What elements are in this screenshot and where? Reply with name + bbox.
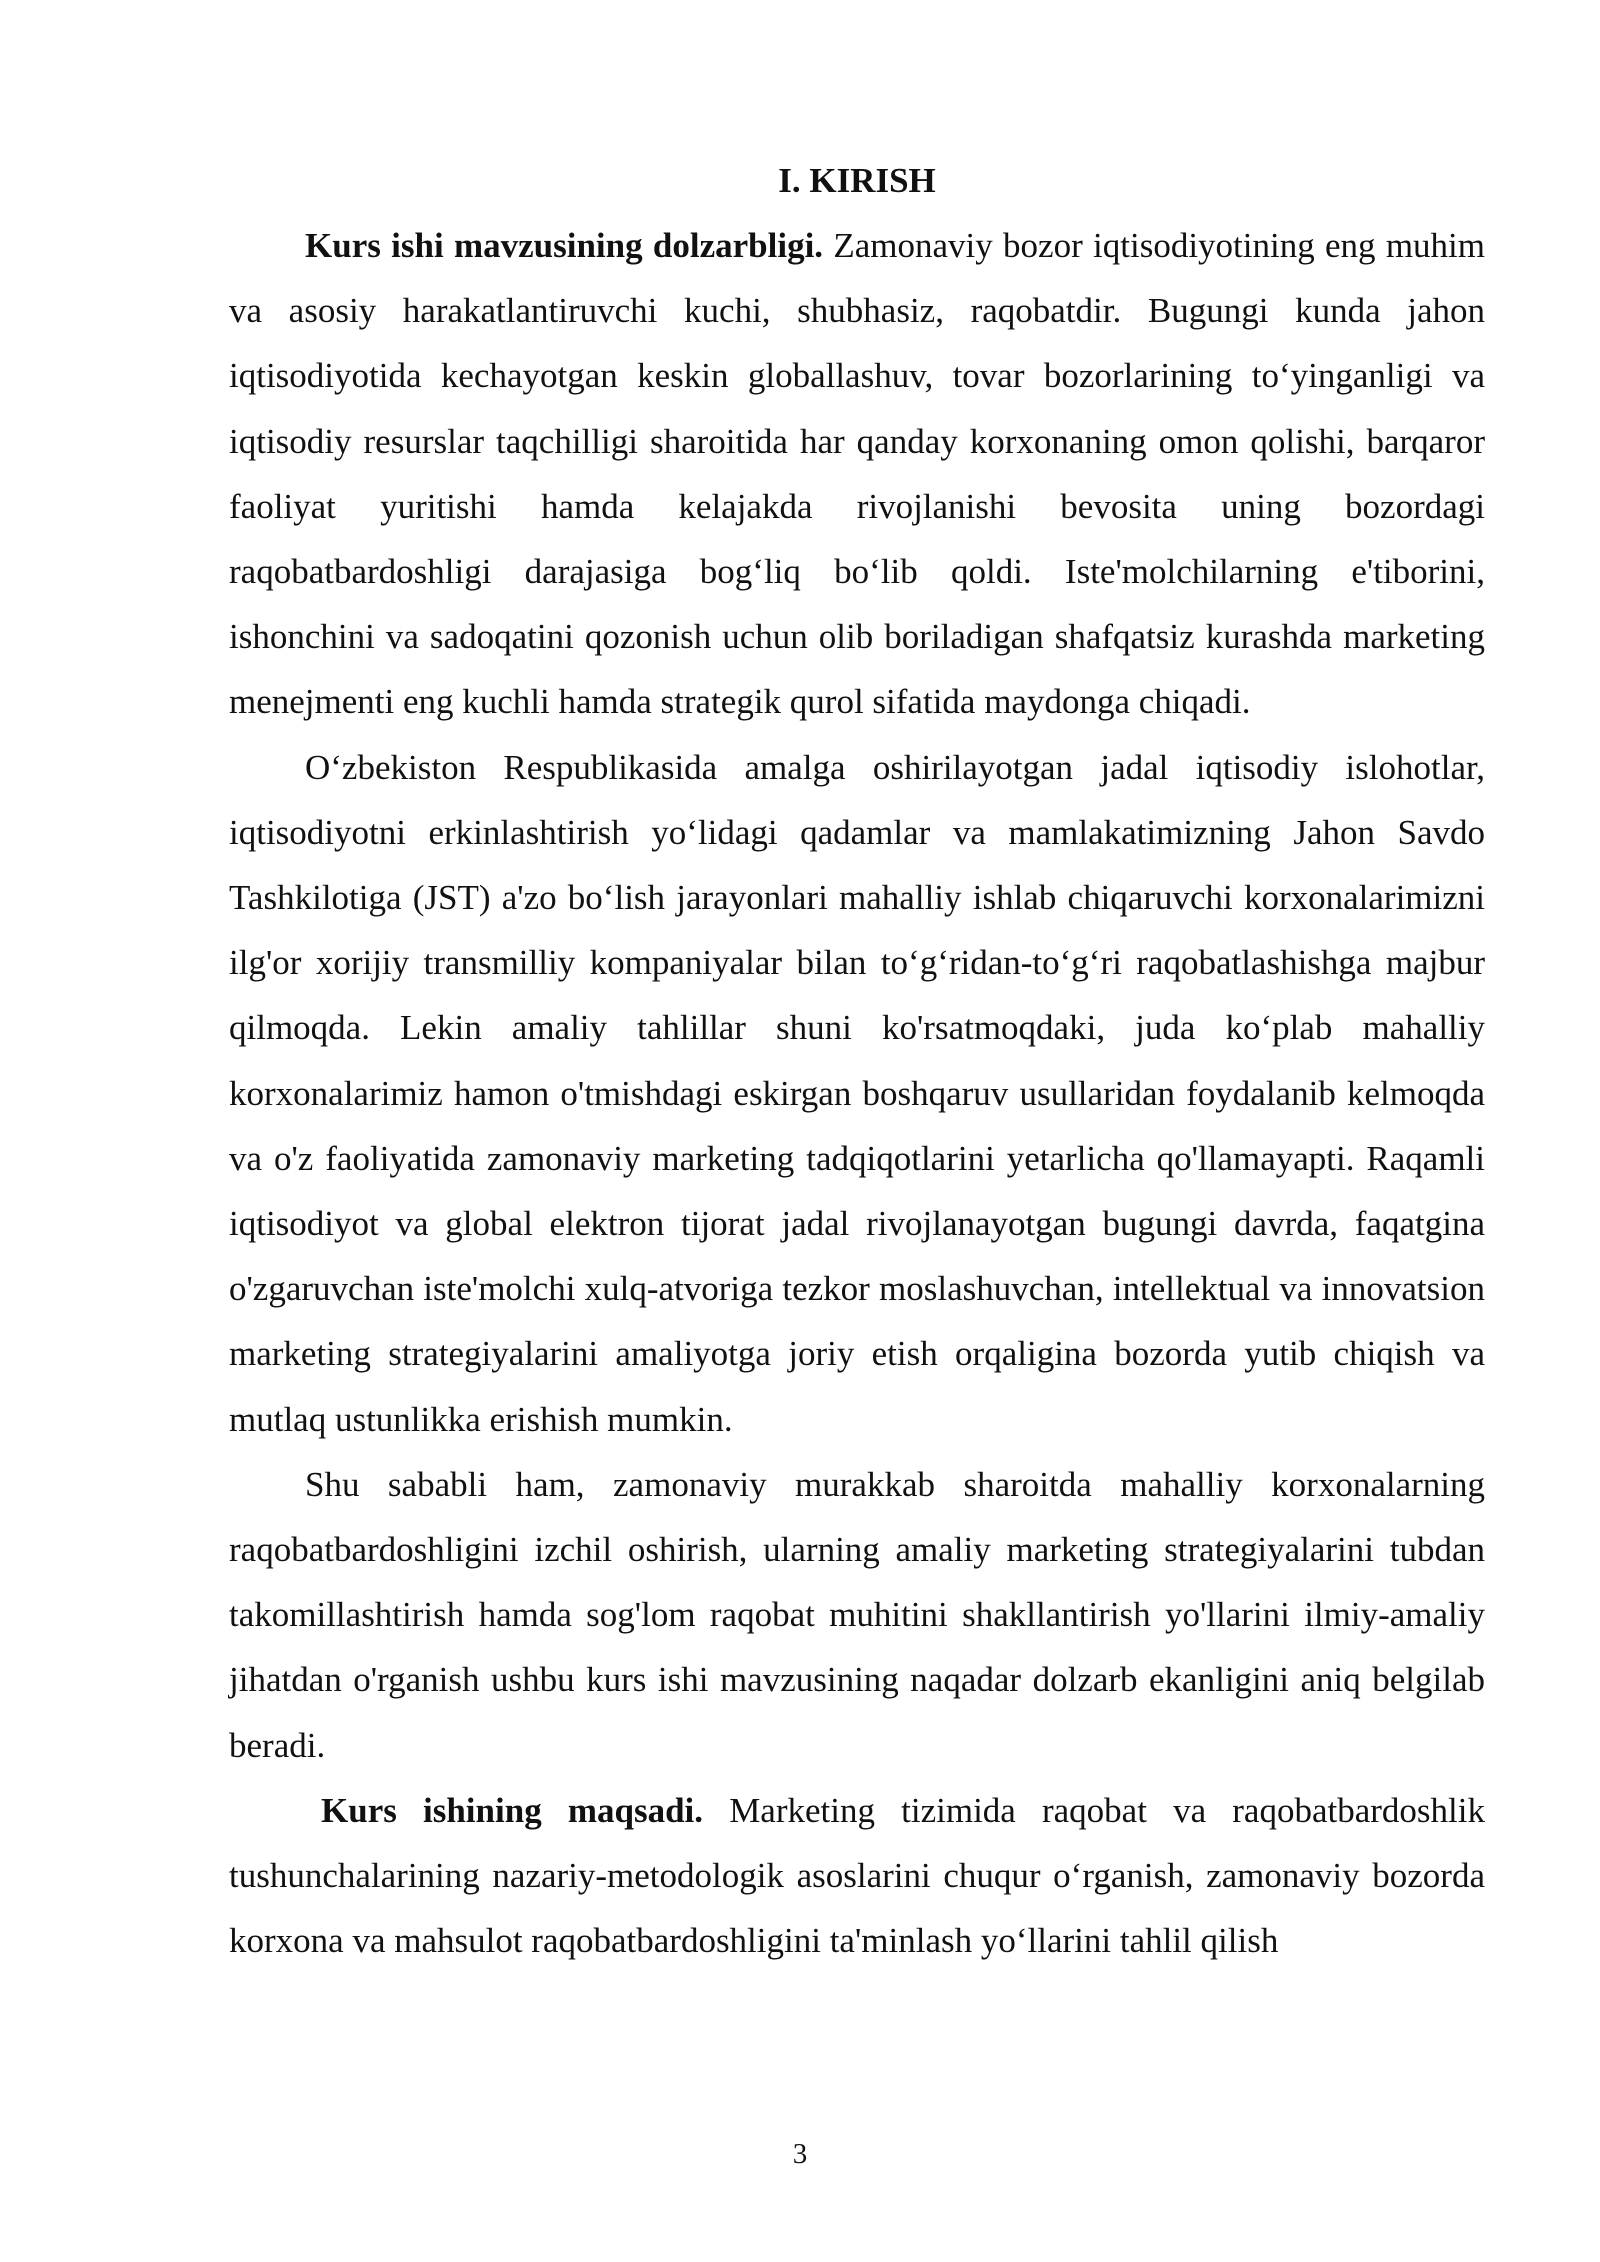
paragraph-text: Marketing tizimida raqobat va raqobatbardoshlik tushunchalarining nazariy-metodologik asoslarini chuqur o‘rganish, zamonaviy bozorda korxona va mahsulot raqobatbardoshligini ta'minlash yo‘llarini tahlil qilish: [229, 1790, 1485, 1961]
paragraph-lead: Kurs ishining maqsadi.: [321, 1790, 704, 1830]
paragraph-goal: [229, 1778, 1485, 1974]
paragraph-relevance: [229, 213, 1485, 735]
page-number: 3: [792, 2138, 808, 2170]
page-content: [229, 148, 1485, 1973]
paragraph-text: Zamonaviy bozor iqtisodiyotining eng muhim va asosiy harakatlantiruvchi kuchi, shubhasiz, raqobatdir. Bugungi kunda jahon iqtisodiyotida kechayotgan keskin globallashuv, tovar bozorlarining to‘yinganligi va iqtisodiy resurslar taqchilligi sharoitida har qanday korxonaning omon qolishi, barqaror faoliyat yuritishi hamda kelajakda rivojlanishi bevosita uning bozordagi raqobatbardoshligi darajasiga bog‘liq bo‘lib qoldi. Iste'molchilarning e'tiborini, ishonchini va sadoqatini qozonish uchun olib boriladigan shafqatsiz kurashda marketing menejmenti eng kuchli hamda strategik qurol sifatida maydonga chiqadi.: [229, 226, 1486, 722]
section-heading: I. KIRISH: [778, 161, 936, 200]
paragraph-text: O‘zbekiston Respublikasida amalga oshirilayotgan jadal iqtisodiy islohotlar, iqtisodiyotni erkinlashtirish yo‘lidagi qadamlar va mamlakatimizning Jahon Savdo Tashkilotiga (JST) a'zo bo‘lish jarayonlari mahalliy ishlab chiqaruvchi korxonalarimizni ilg'or xorijiy transmilliy kompaniyalar bilan to‘g‘ridan-to‘g‘ri raqobatlashishga majbur qilmoqda. Lekin amaliy tahlillar shuni ko'rsatmoqdaki, juda ko‘plab mahalliy korxonalarimiz hamon o'tmishdagi eskirgan boshqaruv usullaridan foydalanib kelmoqda va o'z faoliyatida zamonaviy marketing tadqiqotlarini yetarlicha qo'llamayapti. Raqamli iqtisodiyot va global elektron tijorat jadal rivojlanayotgan bugungi davrda, faqatgina o'zgaruvchan iste'molchi xulq-atvoriga tezkor moslashuvchan, intellektual va innovatsion marketing strategiyalarini amaliyotga joriy etish orqaligina bozorda yutib chiqish va mutlaq ustunlikka erishish mumkin.: [229, 747, 1485, 1439]
paragraph-uzbekistan-reforms: [229, 735, 1485, 1452]
paragraph-conclusion: [229, 1452, 1485, 1778]
paragraph-lead: Kurs ishi mavzusining dolzarbligi.: [305, 226, 824, 265]
paragraph-text: Shu sababli ham, zamonaviy murakkab sharoitda mahalliy korxonalarning raqobatbardoshligini izchil oshirish, ularning amaliy marketing strategiyalarini tubdan takomillashtirish hamda sog'lom raqobat muhitini shakllantirish yo'llarini ilmiy-amaliy jihatdan o'rganish ushbu kurs ishi mavzusining naqadar dolzarb ekanligini aniq belgilab beradi.: [229, 1464, 1485, 1765]
